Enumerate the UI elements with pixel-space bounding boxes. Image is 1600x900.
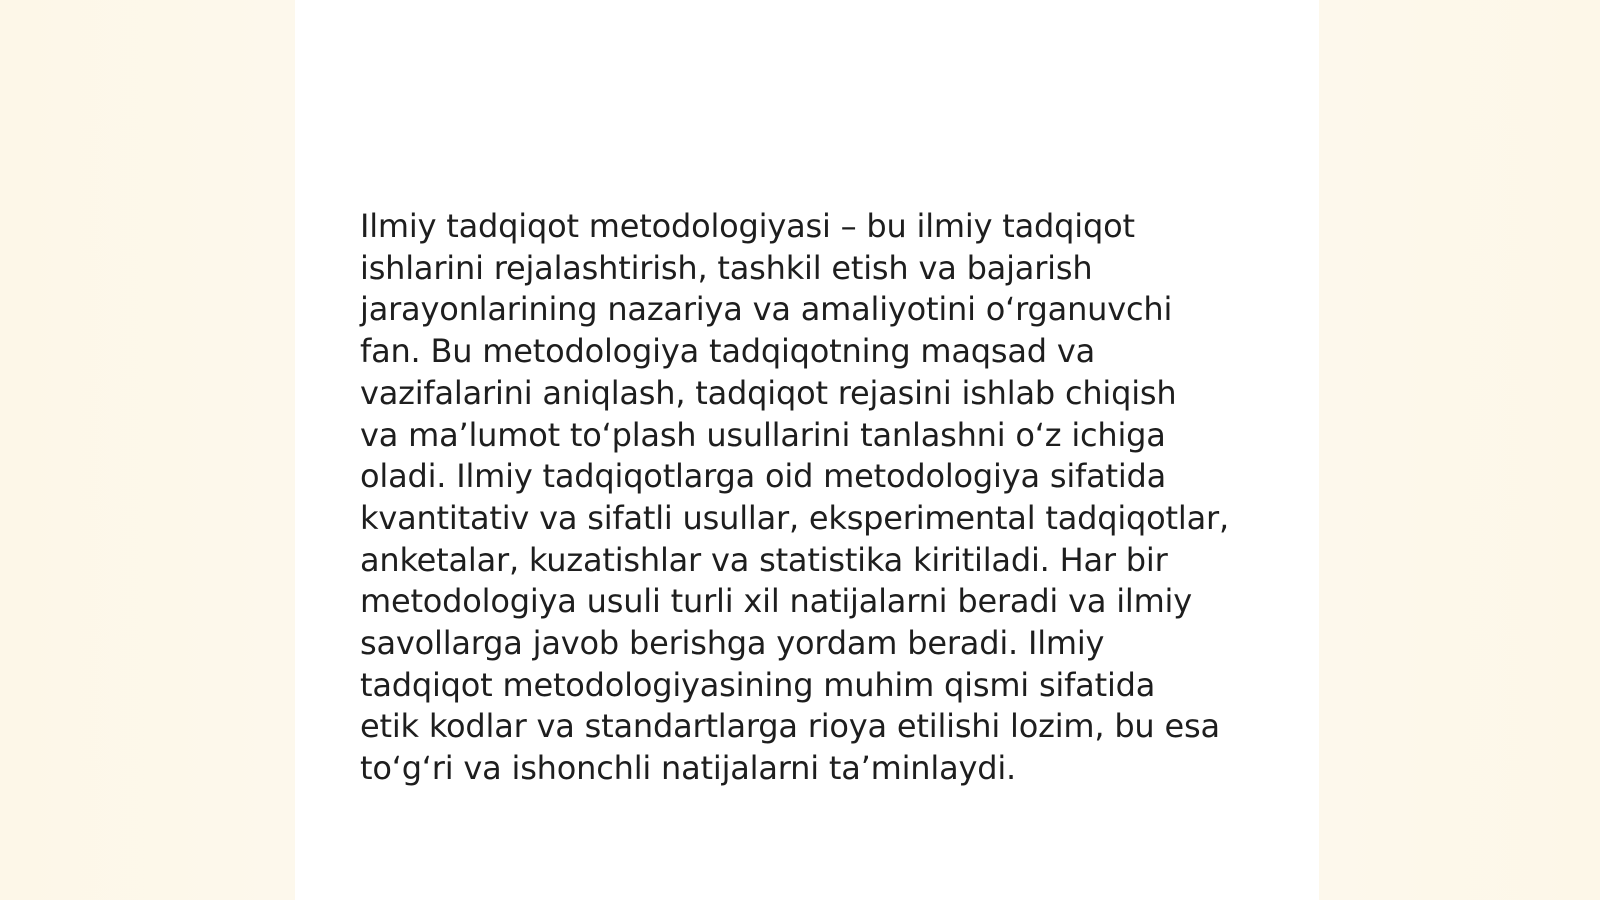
slide-page	[295, 0, 1319, 900]
right-margin-background	[1319, 0, 1600, 900]
slide-body-text: Ilmiy tadqiqot metodologiyasi – bu ilmiy tadqiqot ishlarini rejalashtirish, tashkil etish va bajarish jarayonlarining nazariya va amaliyotini oʻrganuvchi fan. Bu metodologiya tadqiqotning maqsad va vazifalarini aniqlash, tadqiqot rejasini ishlab chiqish va maʼlumot toʻplash usullarini tanlashni oʻz ichiga oladi. Ilmiy tadqiqotlarga oid metodologiya sifatida kvantitativ va sifatli usullar, eksperimental tadqiqotlar, anketalar, kuzatishlar va statistika kiritiladi. Har bir metodologiya usuli turli xil natijalarni beradi va ilmiy savollarga javob berishga yordam beradi. Ilmiy tadqiqot metodologiyasining muhim qismi sifatida etik kodlar va standartlarga rioya etilishi lozim, bu esa toʻgʻri va ishonchli natijalarni taʼminlaydi.	[360, 207, 1229, 788]
left-margin-background	[0, 0, 295, 900]
